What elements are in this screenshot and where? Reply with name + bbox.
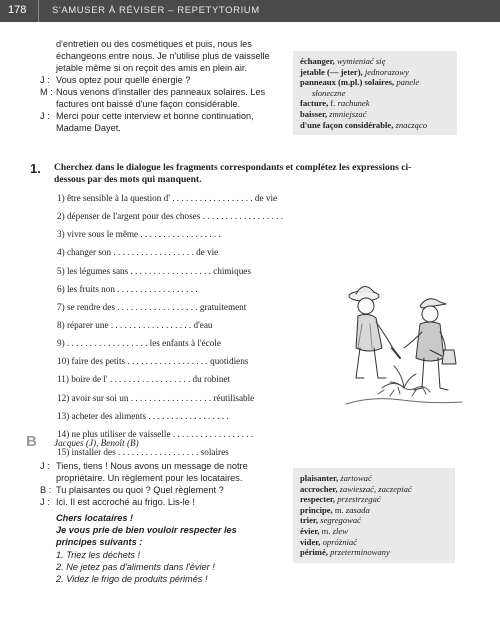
exercise-items (57, 193, 283, 465)
note-intro: Je vous prie de bien vouloir respecter les principes suivants : (56, 525, 237, 548)
note-item: 2. Videz le frigo de produits périmés ! (56, 574, 208, 585)
dialog-text: Tiens, tiens ! Nous avons un message de notre propriétaire. Un règlement pour les locataires. (56, 461, 248, 483)
vocab-entry: plaisanter, żartować (300, 473, 372, 483)
header-divider (38, 0, 39, 22)
vocab-entry: respecter, przestrzegać (300, 494, 381, 505)
exercise-item: 13) acheter des aliments . . . . . . . . . . . . . . . . . . (57, 410, 229, 421)
exercise-item: 3) vivre sous le même . . . . . . . . . . . . . . . . . . (57, 229, 221, 240)
dialog-line (40, 110, 280, 134)
vocab-entry: échanger, wymieniać się (300, 56, 386, 66)
vocab-entry: d'une façon considérable, znacząco (300, 119, 428, 130)
speaker: J : (40, 75, 50, 85)
speaker: M : (40, 87, 53, 97)
vocab-entry: évier, m. zlew (300, 525, 348, 536)
vocab-entry: facture, f. rachunek (300, 98, 370, 109)
exercise-item: 9) . . . . . . . . . . . . . . . . . . les enfants à l'école (57, 338, 221, 349)
children-gardening-illustration (342, 276, 466, 414)
dialog-text: Tu plaisantes ou quoi ? Quel règlement ? (56, 485, 224, 495)
exercise-item: 12) avoir sur soi un . . . . . . . . . . . . . . . . . . réutilisable (57, 392, 255, 403)
dialog-text: Nous venons d'installer des panneaux solaires. Les factures ont baissé d'une façon considérable. (56, 87, 266, 109)
dialog-line (40, 74, 280, 86)
page-header (0, 0, 500, 22)
note-title: Chers locataires ! (56, 513, 134, 523)
dialog-text: Merci pour cette interview et bonne continuation, Madame Dayet. (56, 111, 254, 133)
vocab-entry: jetable (— jeter), jednorazowy (300, 66, 409, 77)
dialog-text: d'entretien ou des cosmétiques et puis, nous les échangeons entre nous. Je n'utilise plus de vaisselle jetable même si on reçoit des amis en plein air. (56, 39, 270, 73)
exercise-item: 5) les légumes sans . . . . . . . . . . . . . . . . . . chimiques (57, 265, 251, 276)
running-title: S'AMUSER À RÉVISER – REPETYTORIUM (52, 5, 260, 16)
dialog-line (40, 484, 280, 496)
exercise-item: 10) faire des petits . . . . . . . . . . . . . . . . . . quotidiens (57, 356, 249, 367)
dialog-text: Ici. Il est accroché au frigo. Lis-le ! (56, 497, 195, 507)
vocab-box-b (293, 468, 455, 563)
dialog-line (40, 86, 280, 110)
exercise-item: 8) réparer une . . . . . . . . . . . . . . . . . . d'eau (57, 319, 213, 330)
vocab-entry: trier, segregować (300, 515, 361, 526)
exercise-item: 4) changer son . . . . . . . . . . . . . . . . . . de vie (57, 247, 219, 258)
exercise-instruction: Cherchez dans le dialogue les fragments correspondants et complétez les expressions ci-dessous par des mots qui manquent. (54, 162, 412, 185)
vocab-entry: périmé, przeterminowany (300, 547, 390, 558)
dialog-line (40, 38, 280, 74)
dialog-top (40, 38, 280, 134)
exercise-item: 6) les fruits non . . . . . . . . . . . . . . . . . . (57, 283, 198, 294)
section-title: Jacques (J), Benoît (B) (54, 438, 139, 448)
dialog-text: Vous optez pour quelle énergie ? (56, 75, 191, 85)
exercise-item: 7) se rendre des . . . . . . . . . . . . . . . . . . gratuitement (57, 301, 247, 312)
exercise-item: 1) être sensible à la question d' . . . . . . . . . . . . . . . . . . de vie (57, 193, 278, 203)
speaker: J : (40, 111, 50, 121)
speaker: B : (40, 485, 52, 495)
landlord-note (56, 512, 276, 585)
dialog-line (40, 460, 280, 484)
dialog-line (40, 496, 280, 508)
vocab-entry: accrocher, zawieszać, zaczepiać (300, 483, 412, 494)
vocab-entry: panneaux (m.pl.) solaires, panele (300, 77, 420, 88)
section-letter: B (26, 433, 37, 450)
note-item: 1. Triez les déchets ! (56, 549, 141, 560)
exercise-item: 2) dépenser de l'argent pour des choses . . . . . . . . . . . . . . . . . . (57, 211, 284, 222)
page-number: 178 (8, 4, 27, 16)
vocab-box-top (293, 51, 457, 135)
vocab-entry: vider, opróżniać (300, 536, 357, 547)
dialog-section-b (40, 460, 280, 508)
speaker: J : (40, 461, 50, 471)
vocab-entry: słoneczne (312, 87, 346, 98)
vocab-entry: baisser, zmniejszać (300, 108, 367, 119)
speaker: J : (40, 497, 50, 507)
exercise-item: 11) boire de l' . . . . . . . . . . . . . . . . . . du robinet (57, 374, 231, 385)
exercise-item: 15) installer des . . . . . . . . . . . . . . . . . . solaires (57, 446, 229, 457)
vocab-entry: principe, m. zasada (300, 504, 370, 515)
note-item: 2. Ne jetez pas d'aliments dans l'évier ! (56, 561, 215, 572)
exercise-item: 14) ne plus utiliser de vaisselle . . . . . . . . . . . . . . . . . . (57, 428, 254, 439)
exercise-number: 1. (30, 161, 41, 176)
